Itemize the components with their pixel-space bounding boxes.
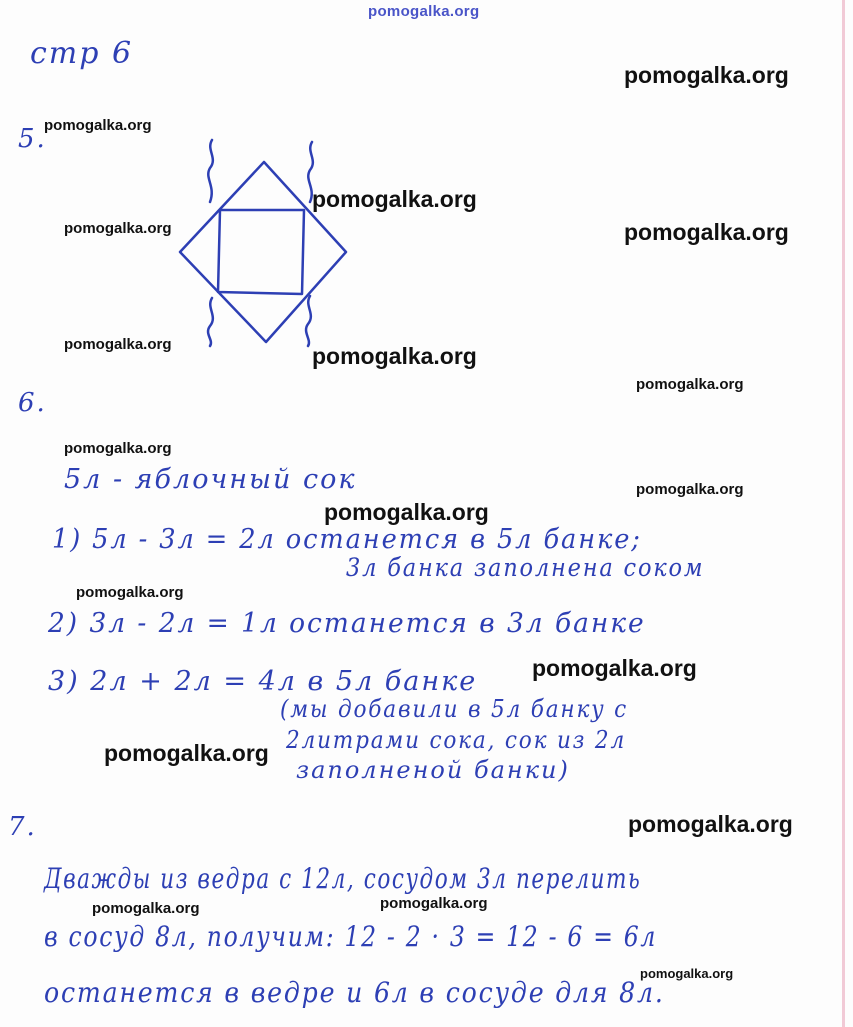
solution-line: (мы добавили в 5л банку с — [280, 695, 629, 723]
watermark: pomogalka.org — [92, 900, 200, 917]
watermark: pomogalka.org — [628, 811, 793, 837]
square-diamond-figure — [160, 128, 360, 348]
task-number: 5. — [18, 124, 47, 154]
cut-mark — [208, 140, 213, 202]
cut-mark — [306, 296, 311, 346]
watermark: pomogalka.org — [64, 440, 172, 457]
watermark: pomogalka.org — [104, 740, 269, 766]
watermark: pomogalka.org — [640, 966, 734, 981]
solution-line: 2) 3л - 2л = 1л останется в 3л банке — [48, 608, 646, 639]
cut-mark — [308, 142, 313, 202]
watermark: pomogalka.org — [636, 481, 744, 498]
solution-line: 3л банка заполнена соком — [346, 553, 705, 582]
task-number: 7. — [8, 812, 37, 842]
solution-line: заполненой банки) — [296, 756, 570, 784]
task-number: 6. — [18, 388, 47, 418]
page-header: стр 6 — [30, 36, 134, 71]
watermark: pomogalka.org — [64, 336, 172, 353]
solution-line: останется в ведре и 6л в сосуде для 8л. — [44, 976, 665, 1009]
watermark: pomogalka.org — [44, 117, 152, 134]
watermark: pomogalka.org — [76, 584, 184, 601]
watermark: pomogalka.org — [636, 376, 744, 393]
watermark: pomogalka.org — [324, 499, 489, 525]
watermark: pomogalka.org — [312, 186, 477, 212]
solution-line: 5л - яблочный сок — [64, 464, 357, 495]
solution-line: 1) 5л - 3л = 2л останется в 5л банке; — [52, 524, 642, 555]
watermark: pomogalka.org — [380, 895, 488, 912]
watermark: pomogalka.org — [368, 3, 480, 20]
solution-line: Дважды из ведра с 12л, сосудом 3л перелить — [44, 862, 642, 895]
cut-mark — [208, 298, 213, 346]
watermark: pomogalka.org — [64, 220, 172, 237]
watermark: pomogalka.org — [624, 219, 789, 245]
solution-line: в сосуд 8л, получим: 12 - 2 · 3 = 12 - 6 = 6л — [44, 920, 658, 953]
solution-line: 3) 2л + 2л = 4л в 5л банке — [48, 666, 478, 697]
solution-line: 2литрами сока, сок из 2л — [286, 726, 627, 754]
inner-square — [218, 210, 304, 294]
watermark: pomogalka.org — [532, 655, 697, 681]
notebook-margin-line — [842, 0, 845, 1027]
watermark: pomogalka.org — [624, 62, 789, 88]
outer-diamond — [180, 162, 346, 342]
watermark: pomogalka.org — [312, 343, 477, 369]
